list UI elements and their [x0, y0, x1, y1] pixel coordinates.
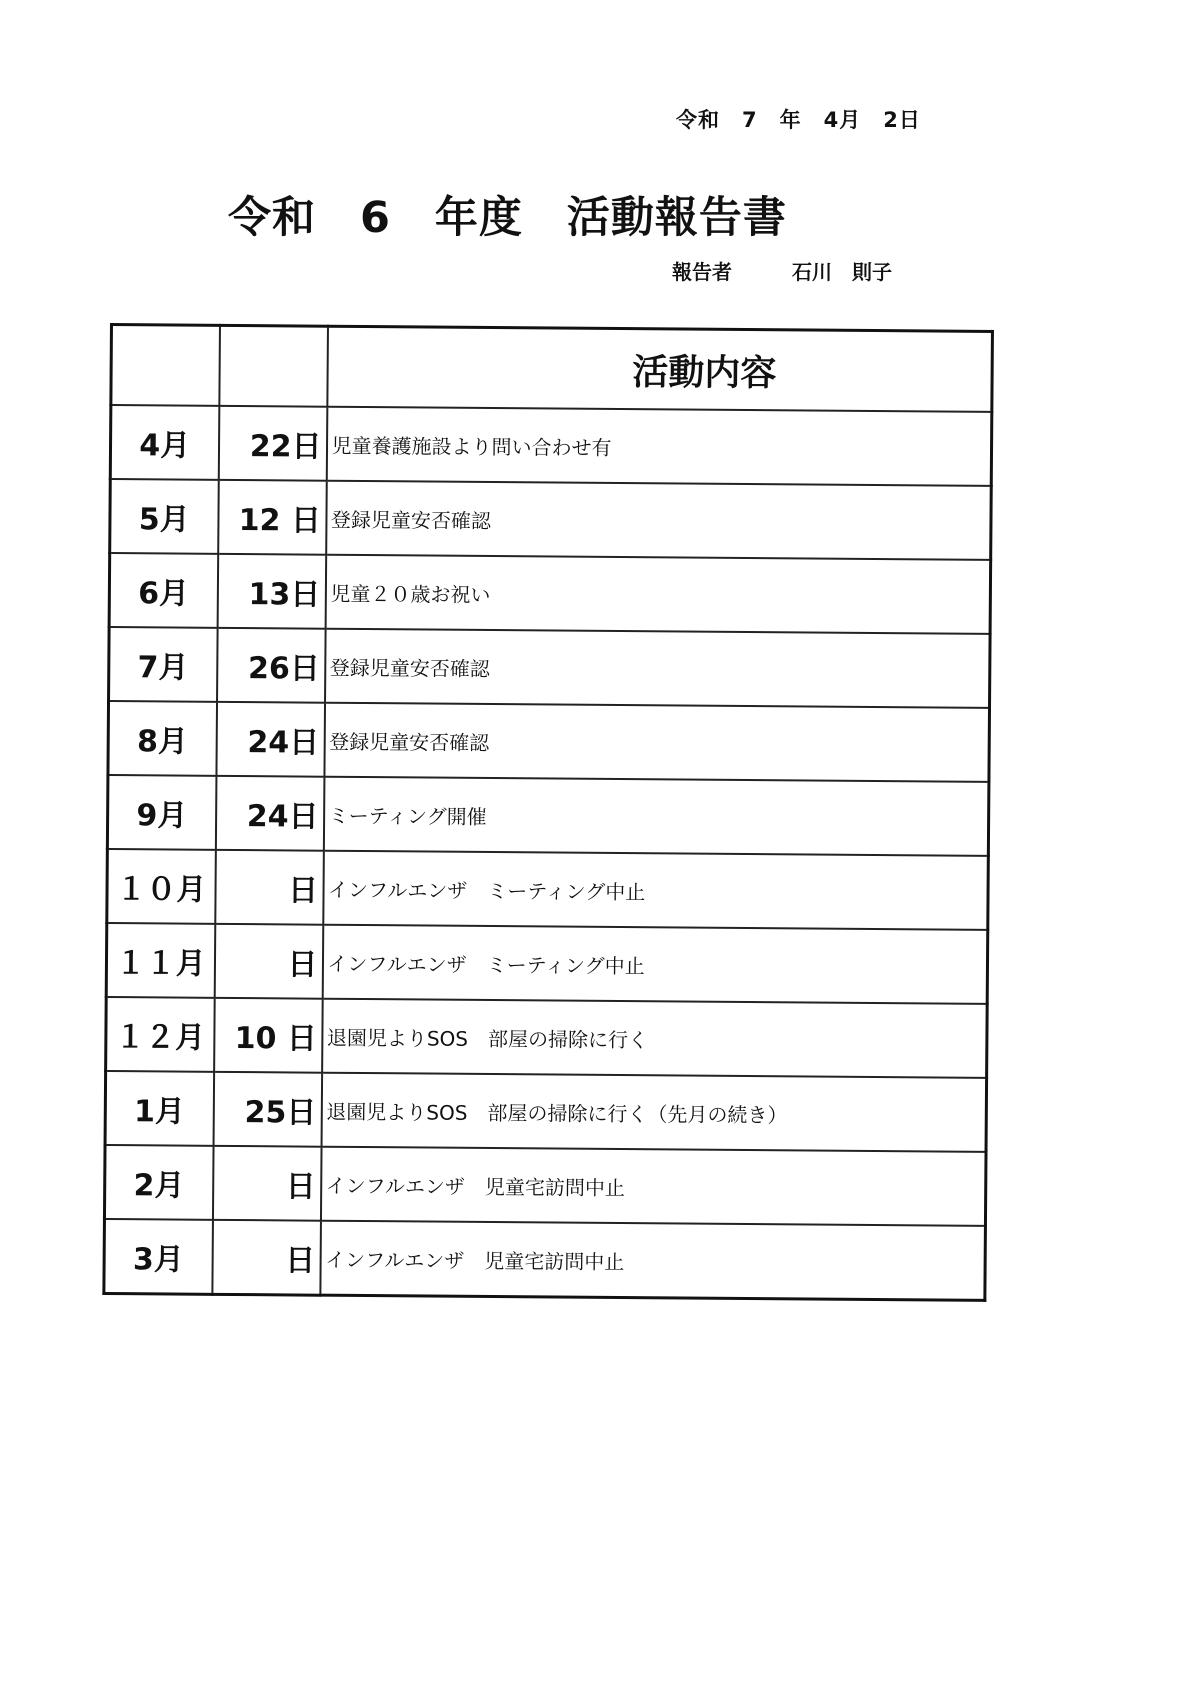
month-cell: 6月 [109, 553, 218, 628]
table-row [106, 923, 988, 1004]
day-cell: 24日 [215, 776, 324, 851]
month-cell: 2月 [104, 1145, 213, 1220]
table-row [104, 1145, 986, 1226]
table-header-row [111, 325, 993, 412]
day-cell: 24日 [216, 702, 325, 777]
month-cell: １０月 [107, 849, 216, 924]
content-cell: 児童養護施設より問い合わせ有 [326, 407, 992, 486]
content-cell: ミーティング開催 [323, 777, 989, 856]
month-cell: １２月 [106, 997, 215, 1072]
month-cell: 9月 [107, 775, 216, 850]
content-cell: 登録児童安否確認 [324, 703, 990, 782]
content-cell: 退園児よりSOS 部屋の掃除に行く（先月の続き） [321, 1073, 987, 1152]
header-day-cell [219, 325, 328, 406]
reporter-name: 報告者 石川 則子 [672, 260, 892, 284]
month-cell: 8月 [108, 701, 217, 776]
month-cell: 7月 [109, 627, 218, 702]
table-row [110, 479, 992, 560]
activity-table [102, 323, 994, 1302]
content-cell: インフルエンザ ミーティング中止 [323, 851, 989, 930]
day-cell: 日 [214, 924, 323, 999]
content-cell: インフルエンザ 児童宅訪問中止 [320, 1221, 986, 1301]
content-cell: インフルエンザ 児童宅訪問中止 [320, 1147, 986, 1226]
day-cell: 10 日 [214, 998, 323, 1073]
table-row [106, 997, 988, 1078]
header-month-cell [111, 325, 220, 406]
header-content-cell: 活動内容 [327, 326, 993, 412]
day-cell: 日 [215, 850, 324, 925]
table-row [108, 701, 990, 782]
day-cell: 13日 [217, 554, 326, 629]
day-cell: 25日 [213, 1072, 322, 1147]
table-row [104, 1219, 986, 1300]
document-title: 令和 6 年度 活動報告書 [228, 193, 787, 243]
content-cell: 児童２０歳お祝い [325, 555, 991, 634]
content-cell: インフルエンザ ミーティング中止 [322, 925, 988, 1004]
content-cell: 登録児童安否確認 [325, 629, 991, 708]
month-cell: 1月 [105, 1071, 214, 1146]
day-cell: 12 日 [218, 480, 327, 555]
day-cell: 22日 [218, 406, 327, 481]
table-row [107, 849, 989, 930]
table-row [107, 775, 989, 856]
table-row [109, 553, 991, 634]
day-cell: 日 [212, 1220, 321, 1295]
month-cell: 3月 [104, 1219, 213, 1294]
month-cell: 4月 [110, 405, 219, 480]
content-cell: 退園児よりSOS 部屋の掃除に行く [322, 999, 988, 1078]
day-cell: 日 [212, 1146, 321, 1221]
table-row [110, 405, 992, 486]
table-row [109, 627, 991, 708]
day-cell: 26日 [217, 628, 326, 703]
content-cell: 登録児童安否確認 [326, 481, 992, 560]
month-cell: 5月 [110, 479, 219, 554]
table-row [105, 1071, 987, 1152]
report-date: 令和 7 年 4月 2日 [676, 108, 921, 132]
month-cell: １１月 [106, 923, 215, 998]
